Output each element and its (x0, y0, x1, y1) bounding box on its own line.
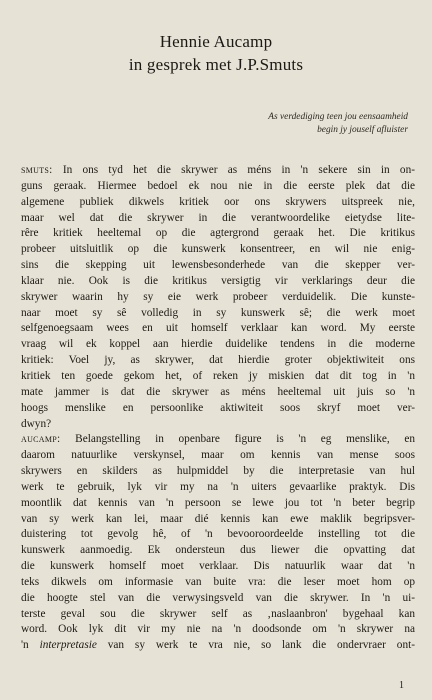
line-text: naar moet sy sê volledig in sy kunswerk sê; die werk moet (21, 306, 415, 319)
text-line (21, 480, 415, 496)
line-text: maar wel dat die skrywer in die verantwoordelike eietydse lite- (21, 211, 415, 224)
line-text: In ons tyd het die skrywer as méns in 'n sekere sin in on- (62, 164, 415, 176)
text-line (21, 575, 415, 591)
line-text: skrywer waarin hy sy eie werk probeer verduidelik. Die kunste- (21, 290, 415, 303)
line-text: selfgenoegsaam wees en uit homself verklaar kan word. My eerste (21, 322, 415, 335)
text-line (21, 448, 415, 464)
line-text: mate jammer is dat die skrywer as méns heeltemal uit juis so 'n (21, 385, 415, 398)
line-text: vraag wil ek koppel aan hierdie duidelike tendens in die moderne (21, 338, 415, 351)
text-line (21, 258, 415, 274)
line-text: probeer uitsluitlik op die kunswerk konsentreer, en wil nie enig- (21, 243, 415, 256)
text-line (21, 353, 415, 369)
line-text: terste geval sou die skrywer self as ‚naslaanbron' bygehaal kan (21, 607, 415, 620)
epigraph-line-1: As verdediging teen jou eensaamheid (268, 112, 408, 122)
title-subtitle: in gesprek met J.P.Smuts (128, 55, 304, 74)
line-text: moontlik dat kennis van 'n persoon se lewe jou tot 'n beter begrip (21, 496, 415, 509)
line-text: kritiek ten goede gekom het, of reken jy miskien dat dit tog in 'n (21, 369, 415, 382)
line-text: daarom natuurlike verskynsel, maar om kennis van mense soos (21, 449, 415, 462)
line-text: werk te gebruik, lyk vir my na 'n uiters gevaarlike praktyk. Dis (21, 480, 415, 493)
line-text: rêre kritiek heeltemal op die agtergrond geraak het. Die kritikus (21, 227, 415, 240)
line-text: kunswerk aanmoedig. Ek ondersteun dus liewer die opvatting dat (21, 544, 415, 557)
line-text: sins die skepping uit lewensbesonderhede van die skepper ver- (21, 259, 415, 272)
emphasis: interpretasie (39, 639, 97, 652)
speaker-label: smuts: (21, 164, 53, 176)
epigraph-line-2: begin jy jouself afluister (317, 125, 408, 135)
text-line (21, 179, 415, 195)
text-line (21, 163, 415, 179)
text-line (21, 464, 415, 480)
line-text: teks dikwels om informasie van buite vra: die leser moet hom op (21, 575, 415, 588)
text-line (21, 337, 415, 353)
text-line (21, 591, 415, 607)
page-number: 1 (399, 680, 404, 691)
text-line (21, 369, 415, 385)
interview-text (21, 163, 415, 654)
text-line (21, 432, 415, 448)
line-text: dwyn? (21, 417, 52, 430)
text-line (21, 226, 415, 242)
line-text: klaar nie. Ook is die kritikus versigtig vir verklarings deur die (21, 274, 415, 287)
text-line (21, 417, 415, 433)
line-text: Belangstelling in openbare figure is 'n eg menslike, en (75, 433, 415, 446)
text-line (21, 290, 415, 306)
speaker-label: aucamp: (21, 433, 61, 446)
text-line (21, 195, 415, 211)
line-text: skrywers en skilders as hulpmiddel by die interpretasie van hul (21, 465, 415, 478)
text-line (21, 321, 415, 337)
text-line (21, 496, 415, 512)
line-text: kritiek: Voel jy, as skrywer, dat hierdie groter objektiwiteit ons (21, 354, 415, 367)
line-text: die kunswerk homself moet verklaar. Dis natuurlik waar dat 'n (21, 560, 415, 573)
line-text: hoogs menslike en persoonlike aktiwiteit soos skryf moet ver- (21, 401, 415, 414)
text-line (21, 385, 415, 401)
text-line (21, 401, 415, 417)
text-line (21, 512, 415, 528)
text-line (21, 306, 415, 322)
line-text: 'n interpretasie van sy werk te vra nie, so lank die ondervraer ont- (21, 639, 415, 652)
line-text: guns geraak. Hiermee bedoel ek nou nie in die eerste plek dat die (21, 179, 415, 192)
text-line (21, 527, 415, 543)
text-line (21, 242, 415, 258)
line-text: duistering tot gevolg hê, of 'n bevooroordeelde instelling tot die (21, 528, 415, 541)
text-line (21, 543, 415, 559)
text-line (21, 274, 415, 290)
text-line (21, 607, 415, 623)
line-text: van sy werk kan lei, maar dié kennis kan ewe maklik begripsver- (21, 512, 415, 525)
text-line (21, 211, 415, 227)
title-author: Hennie Aucamp (159, 32, 273, 51)
line-text: word. Ook lyk dit vir my nie na 'n doodsonde om 'n skrywer na (21, 623, 415, 636)
line-text: die hoogte stel van die verwysingsveld van die skrywer. In 'n ui- (21, 591, 415, 604)
text-line (21, 559, 415, 575)
text-line (21, 638, 415, 654)
line-text: algemene publiek dikwels kritiek oor ons skrywers uitspreek nie, (21, 195, 415, 208)
text-line (21, 622, 415, 638)
